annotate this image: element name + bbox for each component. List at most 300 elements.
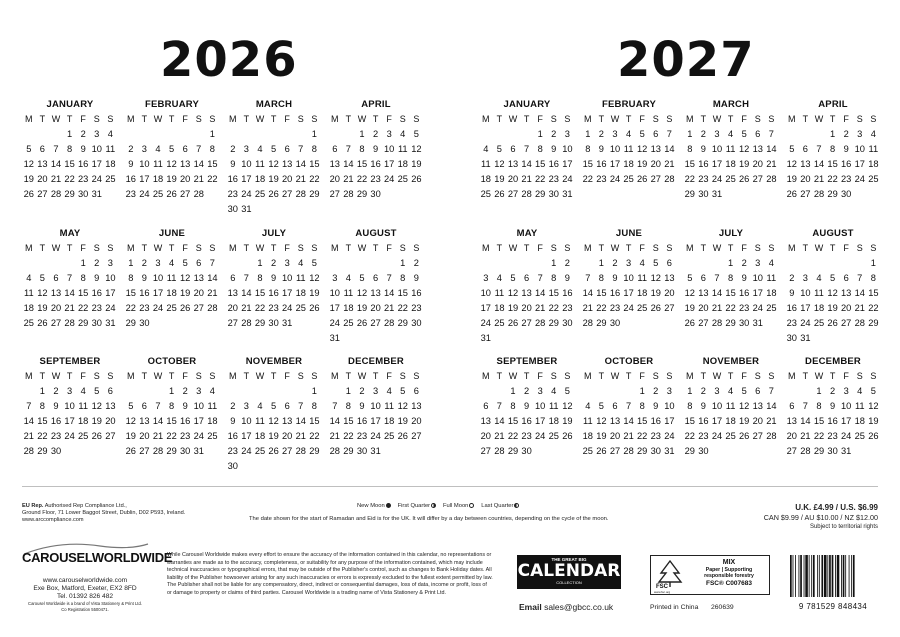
weekday-header: W: [610, 243, 620, 253]
barcode-bar: [853, 555, 855, 597]
day-cell: 2: [141, 258, 147, 268]
day-cell: 26: [397, 431, 408, 441]
day-cell: 8: [585, 144, 591, 154]
day-cell: 13: [521, 288, 532, 298]
day-cell: 12: [268, 159, 279, 169]
empty-cell: [151, 127, 165, 142]
day-cell: 9: [523, 401, 530, 411]
day-cell: 14: [813, 159, 825, 169]
day-cell: 25: [868, 174, 879, 184]
day-cell: 15: [827, 159, 838, 169]
empty-cell: [124, 127, 138, 142]
month-name: APRIL: [361, 99, 391, 110]
price-territorial: Subject to territorial rights: [809, 524, 878, 530]
day-cell: 30: [356, 446, 368, 456]
day-cell: 20: [282, 174, 293, 184]
day-cell: 4: [727, 129, 734, 139]
day-cell: 21: [766, 159, 777, 169]
day-cell: 3: [243, 401, 249, 411]
weekday-header: S: [297, 243, 304, 253]
day-cell: 20: [698, 303, 709, 313]
day-cell: 9: [182, 401, 188, 411]
barcode-bar: [832, 555, 834, 597]
day-cell: 10: [193, 401, 204, 411]
day-cell: 22: [309, 431, 320, 441]
brand-note2: Co Registration 5500471.: [61, 606, 109, 612]
day-cell: 21: [623, 431, 634, 441]
weekday-header: W: [814, 114, 824, 124]
weekday-header: F: [284, 114, 290, 124]
day-cell: 12: [180, 273, 191, 283]
day-cell: 7: [386, 273, 392, 283]
eu-rep-line2: Ground Floor, 71 Lower Baggot Street, Dublin, D02 P593, Ireland.: [22, 510, 186, 517]
day-cell: 27: [139, 446, 150, 456]
weekday-header: T: [39, 114, 46, 124]
weekday-header: T: [66, 114, 73, 124]
day-cell: 11: [295, 273, 306, 283]
day-cell: 11: [480, 159, 491, 169]
weekday-header: F: [284, 243, 290, 253]
day-cell: 17: [562, 159, 573, 169]
empty-cell: [479, 256, 493, 271]
day-cell: 2: [94, 258, 100, 268]
month-name: MAY: [59, 228, 81, 239]
day-cell: 25: [254, 189, 266, 199]
day-cell: 28: [207, 303, 218, 313]
month-august-2026: [328, 227, 424, 346]
day-cell: 3: [284, 258, 290, 268]
day-cell: 28: [813, 189, 825, 199]
day-cell: 27: [480, 446, 491, 456]
day-grid: [22, 112, 118, 202]
weekday-header: S: [652, 243, 659, 253]
day-cell: 10: [105, 273, 116, 283]
carousel-logo: [22, 550, 172, 565]
day-cell: 5: [359, 273, 365, 283]
day-cell: 24: [193, 431, 204, 441]
day-cell: 10: [752, 273, 763, 283]
month-january-2027: [479, 98, 575, 202]
month-august-2027: [785, 227, 881, 346]
day-cell: 29: [637, 446, 648, 456]
weekday-header: T: [141, 114, 148, 124]
day-cell: 6: [372, 273, 379, 283]
day-cell: 17: [711, 159, 723, 169]
weekday-header: W: [51, 114, 61, 124]
day-cell: 6: [523, 273, 530, 283]
barcode-bar: [851, 555, 852, 597]
day-cell: 18: [152, 174, 164, 184]
weekday-header: S: [550, 371, 557, 381]
day-cell: 31: [664, 446, 675, 456]
day-cell: 22: [309, 174, 320, 184]
day-cell: 29: [548, 318, 559, 328]
empty-cell: [382, 256, 396, 271]
day-grid: [226, 112, 322, 217]
empty-cell: [355, 256, 369, 271]
day-cell: 18: [166, 288, 177, 298]
empty-cell: [124, 384, 138, 399]
day-cell: 5: [564, 386, 570, 396]
day-cell: 2: [551, 129, 557, 139]
day-cell: 11: [384, 401, 394, 411]
day-cell: 23: [227, 446, 238, 456]
day-cell: 28: [766, 431, 777, 441]
day-cell: 27: [698, 318, 709, 328]
weekday-header: S: [399, 114, 406, 124]
day-cell: 4: [345, 273, 351, 283]
day-cell: 24: [105, 303, 116, 313]
weekday-header: S: [399, 371, 406, 381]
day-cell: 25: [494, 318, 505, 328]
month-february-2026: [124, 98, 220, 202]
day-cell: 5: [598, 401, 604, 411]
day-cell: 5: [270, 144, 277, 154]
day-cell: 30: [78, 189, 89, 199]
day-cell: 16: [562, 288, 573, 298]
weekday-header: F: [843, 243, 849, 253]
day-cell: 27: [752, 174, 763, 184]
day-cell: 22: [64, 174, 75, 184]
email-address[interactable]: sales@gbcc.co.uk: [544, 602, 614, 612]
day-cell: 29: [309, 446, 320, 456]
weekday-header: M: [25, 114, 33, 124]
day-cell: 30: [411, 318, 422, 328]
day-cell: 22: [684, 431, 695, 441]
day-cell: 31: [329, 333, 340, 343]
day-cell: 30: [786, 333, 797, 343]
day-cell: 9: [94, 273, 100, 283]
day-cell: 12: [827, 288, 838, 298]
day-cell: 26: [507, 318, 519, 328]
gbcc-sub: COLLECTION: [556, 580, 582, 585]
day-cell: 9: [413, 273, 419, 283]
empty-cell: [622, 384, 636, 399]
day-cell: 4: [298, 258, 304, 268]
day-cell: 20: [521, 303, 532, 313]
day-cell: 10: [854, 144, 865, 154]
day-cell: 1: [80, 258, 86, 268]
day-cell: 16: [268, 288, 279, 298]
weekday-header: S: [195, 371, 202, 381]
day-cell: 15: [596, 288, 607, 298]
day-cell: 17: [241, 431, 252, 441]
weekday-header: W: [712, 243, 722, 253]
day-cell: 23: [411, 303, 422, 313]
weekday-header: T: [39, 371, 46, 381]
day-cell: 3: [66, 386, 73, 396]
weekday-header: T: [625, 114, 632, 124]
day-cell: 10: [711, 401, 723, 411]
day-cell: 21: [343, 174, 354, 184]
day-cell: 5: [311, 258, 317, 268]
day-cell: 30: [91, 318, 102, 328]
weekday-header: T: [496, 371, 503, 381]
day-cell: 4: [209, 386, 215, 396]
weekday-header: T: [141, 371, 148, 381]
day-cell: 2: [80, 129, 86, 139]
barcode: [788, 555, 878, 611]
eu-rep-line3: www.arccompliance.com: [22, 517, 84, 524]
day-cell: 9: [653, 401, 659, 411]
day-cell: 23: [139, 303, 150, 313]
weekday-header: S: [209, 114, 216, 124]
empty-cell: [799, 127, 813, 142]
day-cell: 16: [609, 288, 621, 298]
day-cell: 1: [829, 129, 836, 139]
weekday-header: S: [768, 243, 775, 253]
day-cell: 10: [241, 159, 252, 169]
day-cell: 11: [725, 401, 736, 411]
empty-cell: [839, 256, 853, 271]
day-cell: 14: [494, 416, 505, 426]
empty-cell: [22, 384, 36, 399]
empty-cell: [36, 127, 50, 142]
weekday-header: T: [829, 114, 836, 124]
day-cell: 25: [105, 174, 116, 184]
day-cell: 8: [168, 401, 175, 411]
empty-cell: [506, 127, 520, 142]
day-cell: 12: [637, 144, 648, 154]
day-cell: 18: [725, 159, 736, 169]
price-block: [764, 503, 878, 532]
day-cell: 18: [582, 431, 593, 441]
day-cell: 3: [386, 129, 392, 139]
barcode-bar: [824, 555, 827, 597]
weekday-header: T: [243, 243, 250, 253]
day-cell: 16: [596, 159, 607, 169]
day-cell: 6: [653, 129, 659, 139]
day-cell: 1: [311, 386, 317, 396]
day-cell: 16: [841, 159, 852, 169]
day-cell: 28: [664, 174, 675, 184]
day-cell: 27: [800, 189, 811, 199]
day-cell: 8: [66, 144, 73, 154]
day-cell: 20: [180, 174, 191, 184]
day-cell: 13: [480, 416, 491, 426]
day-cell: 26: [411, 174, 422, 184]
day-cell: 10: [609, 144, 621, 154]
day-cell: 26: [637, 174, 648, 184]
day-cell: 9: [80, 144, 86, 154]
day-cell: 6: [141, 401, 147, 411]
month-name: JULY: [718, 228, 744, 239]
day-cell: 10: [329, 288, 340, 298]
day-cell: 12: [786, 159, 797, 169]
weekday-header: T: [802, 114, 809, 124]
day-cell: 26: [786, 189, 797, 199]
day-cell: 13: [752, 401, 763, 411]
day-cell: 9: [53, 401, 59, 411]
barcode-bar: [841, 555, 842, 597]
month-name: JULY: [261, 228, 287, 239]
day-cell: 21: [50, 174, 62, 184]
weekday-header: M: [584, 371, 592, 381]
day-cell: 12: [507, 288, 519, 298]
barcode-bar: [804, 555, 805, 597]
last-quarter-icon: [514, 503, 519, 508]
day-cell: 28: [623, 446, 634, 456]
day-cell: 1: [209, 129, 215, 139]
day-cell: 27: [329, 189, 340, 199]
day-cell: 30: [698, 189, 709, 199]
day-cell: 18: [494, 303, 505, 313]
day-cell: 29: [813, 446, 825, 456]
day-cell: 18: [105, 159, 116, 169]
day-cell: 3: [155, 258, 161, 268]
day-cell: 27: [180, 189, 191, 199]
day-cell: 3: [857, 129, 863, 139]
day-cell: 20: [370, 303, 381, 313]
day-cell: 7: [802, 401, 808, 411]
day-cell: 3: [564, 129, 570, 139]
barcode-bar: [805, 555, 808, 597]
weekday-header: S: [311, 114, 318, 124]
day-cell: 15: [535, 159, 546, 169]
day-cell: 24: [152, 303, 164, 313]
day-cell: 17: [152, 288, 164, 298]
year-title-2027: 2027: [617, 32, 755, 88]
day-cell: 16: [827, 416, 838, 426]
day-cell: 23: [562, 303, 573, 313]
empty-cell: [22, 256, 36, 271]
day-cell: 2: [700, 129, 706, 139]
day-cell: 19: [637, 159, 648, 169]
weekday-header: W: [357, 243, 367, 253]
day-cell: 5: [182, 258, 188, 268]
day-cell: 22: [813, 431, 825, 441]
day-cell: 3: [625, 258, 632, 268]
day-cell: 24: [711, 174, 723, 184]
weekday-header: M: [584, 243, 592, 253]
day-cell: 21: [800, 431, 811, 441]
weekday-header: M: [331, 371, 339, 381]
day-cell: 4: [26, 273, 32, 283]
day-cell: 20: [50, 303, 62, 313]
weekday-header: S: [550, 243, 557, 253]
empty-cell: [63, 256, 77, 271]
day-cell: 10: [91, 144, 102, 154]
barcode-bar: [829, 555, 831, 597]
day-cell: 7: [714, 273, 720, 283]
day-cell: 2: [372, 129, 379, 139]
day-cell: 19: [868, 416, 879, 426]
day-cell: 11: [343, 288, 354, 298]
day-cell: 1: [816, 386, 822, 396]
day-cell: 1: [687, 386, 693, 396]
day-grid: [479, 241, 575, 346]
day-cell: 14: [800, 416, 811, 426]
day-cell: 1: [551, 258, 557, 268]
day-grid: [328, 369, 424, 459]
weekday-header: F: [537, 114, 543, 124]
day-cell: 2: [653, 386, 659, 396]
day-cell: 6: [107, 386, 113, 396]
empty-cell: [226, 256, 240, 271]
day-cell: 18: [766, 288, 777, 298]
day-cell: 21: [152, 431, 164, 441]
weekday-header: W: [814, 243, 824, 253]
day-cell: 4: [386, 386, 392, 396]
day-cell: 15: [684, 416, 695, 426]
empty-cell: [49, 256, 63, 271]
weekday-header: M: [686, 371, 694, 381]
day-cell: 20: [411, 416, 422, 426]
day-cell: 29: [827, 189, 838, 199]
fsc-paper: Paper | Supporting: [705, 567, 753, 573]
day-cell: 23: [548, 174, 559, 184]
day-cell: 25: [397, 174, 408, 184]
weekday-header: W: [610, 371, 620, 381]
day-grid: [581, 241, 677, 331]
weekday-header: W: [508, 114, 518, 124]
day-cell: 12: [562, 401, 573, 411]
empty-cell: [328, 384, 342, 399]
day-cell: 20: [193, 288, 204, 298]
day-cell: 28: [50, 189, 62, 199]
day-cell: 23: [50, 431, 62, 441]
day-cell: 8: [400, 273, 406, 283]
day-cell: 21: [329, 431, 340, 441]
day-cell: 8: [687, 144, 693, 154]
weekday-header: W: [153, 114, 163, 124]
weekday-header: S: [666, 114, 673, 124]
day-cell: 2: [230, 144, 236, 154]
day-cell: 14: [23, 416, 34, 426]
day-cell: 21: [295, 174, 306, 184]
day-cell: 13: [50, 288, 62, 298]
day-cell: 4: [168, 258, 175, 268]
day-cell: 29: [725, 318, 736, 328]
day-cell: 13: [841, 288, 852, 298]
day-cell: 22: [507, 431, 519, 441]
day-cell: 16: [370, 159, 381, 169]
empty-cell: [192, 127, 206, 142]
day-cell: 26: [827, 318, 838, 328]
day-cell: 22: [343, 431, 354, 441]
day-cell: 27: [227, 318, 238, 328]
day-cell: 21: [664, 159, 675, 169]
day-cell: 14: [193, 159, 204, 169]
day-cell: 1: [510, 386, 516, 396]
day-cell: 24: [711, 431, 723, 441]
day-cell: 27: [193, 303, 204, 313]
day-cell: 19: [739, 416, 750, 426]
day-cell: 6: [284, 401, 290, 411]
day-cell: 7: [585, 273, 591, 283]
weekday-header: M: [229, 243, 237, 253]
day-cell: 15: [548, 288, 559, 298]
day-cell: 25: [343, 318, 354, 328]
weekday-header: S: [311, 243, 318, 253]
product-code: 260639: [711, 604, 734, 611]
day-cell: 26: [166, 189, 177, 199]
day-cell: 29: [535, 189, 546, 199]
day-cell: 14: [384, 288, 395, 298]
weekday-header: T: [727, 243, 734, 253]
day-cell: 9: [230, 416, 236, 426]
day-cell: 27: [752, 431, 763, 441]
day-cell: 28: [384, 318, 395, 328]
day-cell: 29: [356, 189, 368, 199]
empty-cell: [165, 127, 179, 142]
day-cell: 24: [370, 431, 381, 441]
day-cell: 16: [698, 416, 709, 426]
day-cell: 17: [535, 416, 546, 426]
day-cell: 12: [596, 416, 607, 426]
day-cell: 17: [711, 416, 723, 426]
day-cell: 17: [64, 416, 75, 426]
